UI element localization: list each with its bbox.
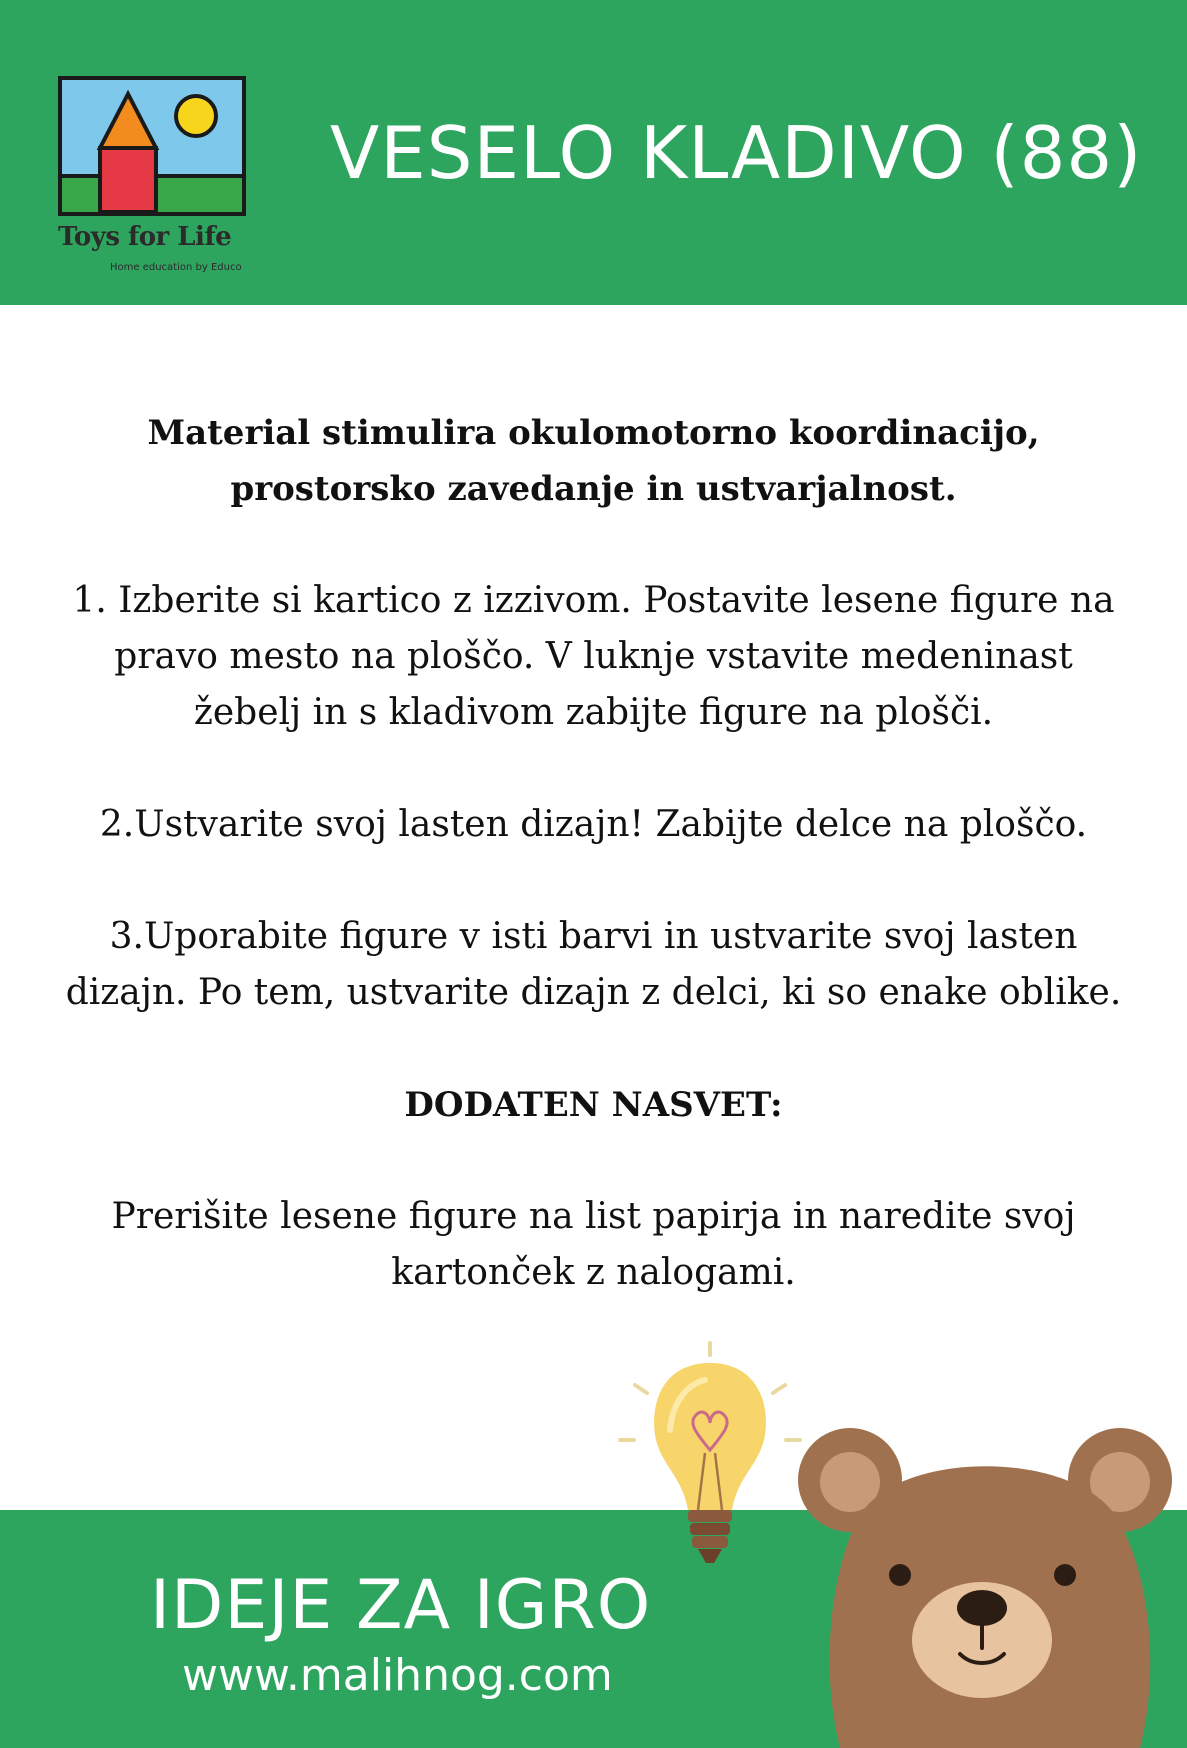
tip-text: Prerišite lesene figure na list papirja in naredite svoj kartonček z nalogami. <box>111 1196 1076 1293</box>
footer-title: IDEJE ZA IGRO <box>150 1566 652 1645</box>
step-2: 2.Ustvarite svoj lasten dizajn! Zabijte delce na ploščo. <box>99 804 1088 845</box>
step-3: 3.Uporabite figure v isti barvi in ustvarite svoj lasten dizajn. Po tem, ustvarite dizajn z delci, ki so enake oblike. <box>65 916 1122 1013</box>
brand-name: Toys for Life <box>58 222 232 252</box>
website-link[interactable]: www.malihnog.com <box>182 1650 613 1701</box>
brand-tagline: Home education by Educo <box>110 262 242 273</box>
toys-for-life-logo <box>58 76 246 216</box>
instructions <box>55 405 1132 1357</box>
page-title: VESELO KLADIVO (88) <box>330 111 1143 195</box>
lead-paragraph: Material stimulira okulomotorno koordinacijo, prostorsko zavedanje in ustvarjalnost. <box>147 413 1040 509</box>
bear-illustration <box>790 1420 1187 1748</box>
step-1: 1. Izberite si kartico z izzivom. Postavite lesene figure na pravo mesto na ploščo. V luknje vstavite medeninast žebelj in s kladivom zabijte figure na plošči. <box>72 580 1115 733</box>
lightbulb-heart-icon <box>610 1335 810 1575</box>
tip-heading: DODATEN NASVET: <box>404 1085 783 1125</box>
